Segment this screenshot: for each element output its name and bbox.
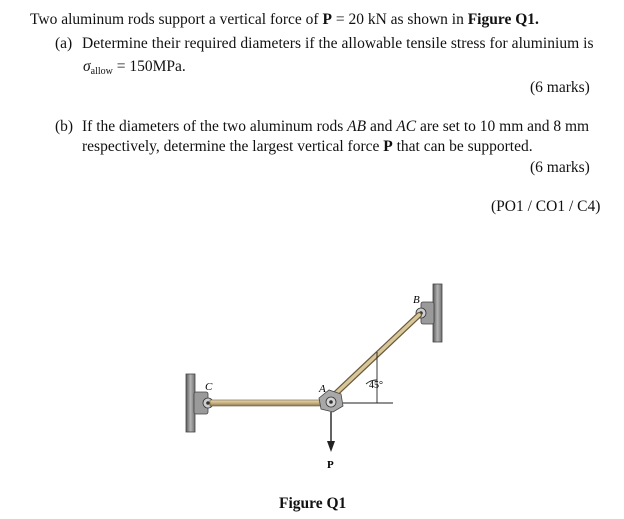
sigma-symbol: σ	[83, 58, 91, 75]
part-b-line2-post: that can be supported.	[392, 138, 533, 155]
part-b-marks: (6 marks)	[530, 159, 590, 176]
program-outcomes: (PO1 / CO1 / C4)	[491, 198, 601, 215]
sigma-subscript: allow	[90, 66, 113, 77]
label-angle: 45°	[369, 380, 383, 391]
part-b-label: (b)	[55, 118, 74, 135]
intro-force-value: = 20 kN as shown in	[331, 11, 468, 28]
rod-ab: AB	[347, 118, 367, 135]
part-b-line1-post: are set to 10 mm and 8 mm	[416, 118, 590, 135]
rod-ac: AC	[396, 118, 417, 135]
part-a-label: (a)	[55, 35, 73, 52]
force-symbol-b: P	[383, 138, 393, 155]
part-b-line2-pre: respectively, determine the largest vertical force	[82, 138, 384, 155]
part-b-line1-pre: If the diameters of the two aluminum rods	[82, 118, 348, 135]
force-arrow-head	[327, 441, 335, 452]
part-b-line1-mid: and	[366, 118, 397, 135]
sigma-value: = 150MPa.	[116, 58, 186, 75]
figure-reference: Figure Q1.	[467, 11, 539, 28]
force-symbol: P	[322, 11, 332, 28]
part-a-question: Determine their required diameters if the allowable tensile stress for aluminium is	[82, 35, 594, 52]
rod-ac-line	[210, 400, 327, 406]
label-b: B	[413, 294, 420, 306]
label-p: P	[327, 459, 334, 471]
intro-prefix: Two aluminum rods support a vertical force of	[30, 11, 323, 28]
figure-caption: Figure Q1	[279, 495, 347, 512]
label-c: C	[205, 381, 213, 393]
label-a: A	[319, 383, 326, 395]
part-a-marks: (6 marks)	[530, 79, 590, 96]
